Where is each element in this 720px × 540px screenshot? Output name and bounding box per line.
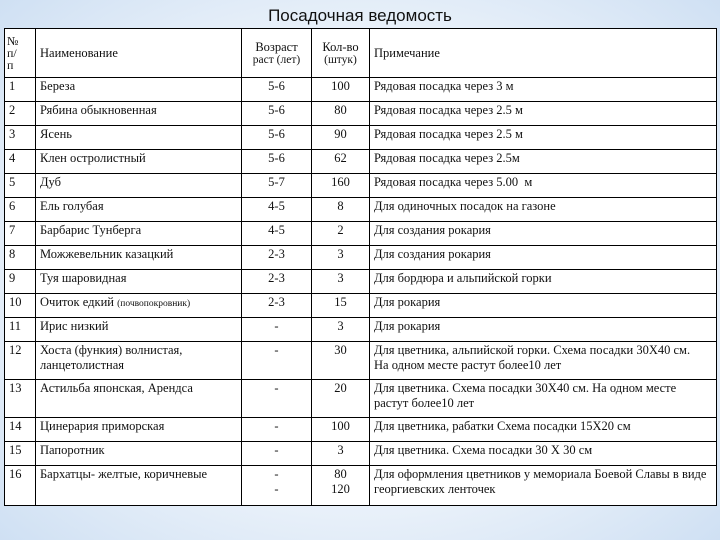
table-row bbox=[5, 342, 717, 380]
table-row bbox=[5, 150, 717, 174]
cell-age: - bbox=[242, 318, 312, 342]
cell-age: 4-5 bbox=[242, 198, 312, 222]
cell-num: 5 bbox=[5, 174, 36, 198]
header-age-line2: раст (лет) bbox=[252, 53, 301, 66]
table-row bbox=[5, 174, 717, 198]
cell-qty: 30 bbox=[312, 342, 370, 380]
cell-age: 5-7 bbox=[242, 174, 312, 198]
header-age-line1: Возраст bbox=[255, 39, 298, 54]
cell-num: 13 bbox=[5, 380, 36, 418]
cell-qty: 90 bbox=[312, 126, 370, 150]
cell-qty-line1: 80 bbox=[334, 467, 347, 481]
table-row bbox=[5, 380, 717, 418]
cell-age: 5-6 bbox=[242, 102, 312, 126]
cell-qty bbox=[312, 466, 370, 506]
cell-note: Рядовая посадка через 5.00 м bbox=[370, 174, 717, 198]
cell-age: 5-6 bbox=[242, 78, 312, 102]
header-name: Наименование bbox=[36, 29, 242, 78]
cell-note: Для рокария bbox=[370, 318, 717, 342]
cell-note: Для цветника. Схема посадки 30Х40 см. На одном месте растут более10 лет bbox=[370, 380, 717, 418]
cell-note: Рядовая посадка через 2.5м bbox=[370, 150, 717, 174]
header-num bbox=[5, 29, 36, 78]
table-row bbox=[5, 294, 717, 318]
cell-num: 11 bbox=[5, 318, 36, 342]
table-row bbox=[5, 442, 717, 466]
cell-name: Барбарис Тунберга bbox=[36, 222, 242, 246]
table-row bbox=[5, 102, 717, 126]
table-row bbox=[5, 246, 717, 270]
table-row bbox=[5, 270, 717, 294]
cell-num: 9 bbox=[5, 270, 36, 294]
cell-num: 15 bbox=[5, 442, 36, 466]
cell-name: Береза bbox=[36, 78, 242, 102]
cell-name: Можжевельник казацкий bbox=[36, 246, 242, 270]
cell-age: - bbox=[242, 418, 312, 442]
cell-age: 2-3 bbox=[242, 246, 312, 270]
cell-age-line1: - bbox=[274, 467, 279, 481]
cell-note: Для создания рокария bbox=[370, 222, 717, 246]
cell-note: Для рокария bbox=[370, 294, 717, 318]
cell-age bbox=[242, 466, 312, 506]
planting-table bbox=[4, 28, 717, 506]
table-row bbox=[5, 126, 717, 150]
cell-note: Для одиночных посадок на газоне bbox=[370, 198, 717, 222]
cell-qty: 3 bbox=[312, 442, 370, 466]
cell-name: Рябина обыкновенная bbox=[36, 102, 242, 126]
cell-note: Рядовая посадка через 3 м bbox=[370, 78, 717, 102]
cell-name: Туя шаровидная bbox=[36, 270, 242, 294]
cell-note: Для бордюра и альпийской горки bbox=[370, 270, 717, 294]
cell-qty: 80 bbox=[312, 102, 370, 126]
cell-note: Для цветника, альпийской горки. Схема посадки 30Х40 см. На одном месте растут более10 лет bbox=[370, 342, 717, 380]
cell-name bbox=[36, 294, 242, 318]
cell-name: Клен остролистный bbox=[36, 150, 242, 174]
cell-qty: 3 bbox=[312, 270, 370, 294]
cell-qty: 3 bbox=[312, 318, 370, 342]
cell-note: Для цветника, рабатки Схема посадки 15Х20 см bbox=[370, 418, 717, 442]
cell-age: 5-6 bbox=[242, 126, 312, 150]
cell-qty: 62 bbox=[312, 150, 370, 174]
cell-age: 2-3 bbox=[242, 270, 312, 294]
cell-num: 14 bbox=[5, 418, 36, 442]
cell-qty-line2: 120 bbox=[331, 482, 350, 496]
cell-num: 16 bbox=[5, 466, 36, 506]
cell-qty: 8 bbox=[312, 198, 370, 222]
cell-qty: 160 bbox=[312, 174, 370, 198]
cell-note: Для оформления цветников у мемориала Боевой Славы в виде георгиевских ленточек bbox=[370, 466, 717, 506]
cell-age: 2-3 bbox=[242, 294, 312, 318]
cell-num: 4 bbox=[5, 150, 36, 174]
header-num-line3: п bbox=[7, 58, 14, 72]
cell-qty: 15 bbox=[312, 294, 370, 318]
cell-age: 5-6 bbox=[242, 150, 312, 174]
cell-age: - bbox=[242, 442, 312, 466]
table-row bbox=[5, 78, 717, 102]
cell-num: 7 bbox=[5, 222, 36, 246]
table-row bbox=[5, 418, 717, 442]
cell-name: Дуб bbox=[36, 174, 242, 198]
cell-name: Бархатцы- желтые, коричневые bbox=[36, 466, 242, 506]
table-row bbox=[5, 198, 717, 222]
cell-num: 10 bbox=[5, 294, 36, 318]
cell-name: Астильба японская, Арендса bbox=[36, 380, 242, 418]
cell-name: Хоста (функия) волнистая, ланцетолистная bbox=[36, 342, 242, 380]
cell-qty: 100 bbox=[312, 418, 370, 442]
header-qty-line2: (штук) bbox=[324, 53, 357, 66]
cell-note: Для создания рокария bbox=[370, 246, 717, 270]
table-row bbox=[5, 222, 717, 246]
cell-name-note: (почвопокровник) bbox=[117, 299, 191, 309]
cell-age: - bbox=[242, 342, 312, 380]
cell-age: - bbox=[242, 380, 312, 418]
header-note: Примечание bbox=[370, 29, 717, 78]
cell-name: Ель голубая bbox=[36, 198, 242, 222]
table-header-row bbox=[5, 29, 717, 78]
cell-name: Ирис низкий bbox=[36, 318, 242, 342]
header-qty bbox=[312, 29, 370, 78]
cell-name: Папоротник bbox=[36, 442, 242, 466]
cell-qty: 2 bbox=[312, 222, 370, 246]
table-row bbox=[5, 318, 717, 342]
cell-age-line2: - bbox=[274, 482, 279, 496]
cell-name-text: Очиток едкий bbox=[40, 295, 114, 309]
table-row bbox=[5, 466, 717, 506]
cell-qty: 100 bbox=[312, 78, 370, 102]
cell-note: Для цветника. Схема посадки 30 Х 30 см bbox=[370, 442, 717, 466]
header-num-line2: п/ bbox=[7, 46, 17, 60]
cell-num: 3 bbox=[5, 126, 36, 150]
cell-qty: 20 bbox=[312, 380, 370, 418]
cell-name: Ясень bbox=[36, 126, 242, 150]
cell-qty: 3 bbox=[312, 246, 370, 270]
page-title: Посадочная ведомость bbox=[268, 6, 452, 25]
cell-num: 1 bbox=[5, 78, 36, 102]
cell-name: Цинерария приморская bbox=[36, 418, 242, 442]
header-age bbox=[242, 29, 312, 78]
cell-note: Рядовая посадка через 2.5 м bbox=[370, 102, 717, 126]
header-qty-line1: Кол-во bbox=[322, 39, 359, 54]
header-num-line1: № bbox=[7, 34, 19, 48]
cell-num: 8 bbox=[5, 246, 36, 270]
cell-age: 4-5 bbox=[242, 222, 312, 246]
cell-note: Рядовая посадка через 2.5 м bbox=[370, 126, 717, 150]
cell-num: 2 bbox=[5, 102, 36, 126]
cell-num: 12 bbox=[5, 342, 36, 380]
cell-num: 6 bbox=[5, 198, 36, 222]
